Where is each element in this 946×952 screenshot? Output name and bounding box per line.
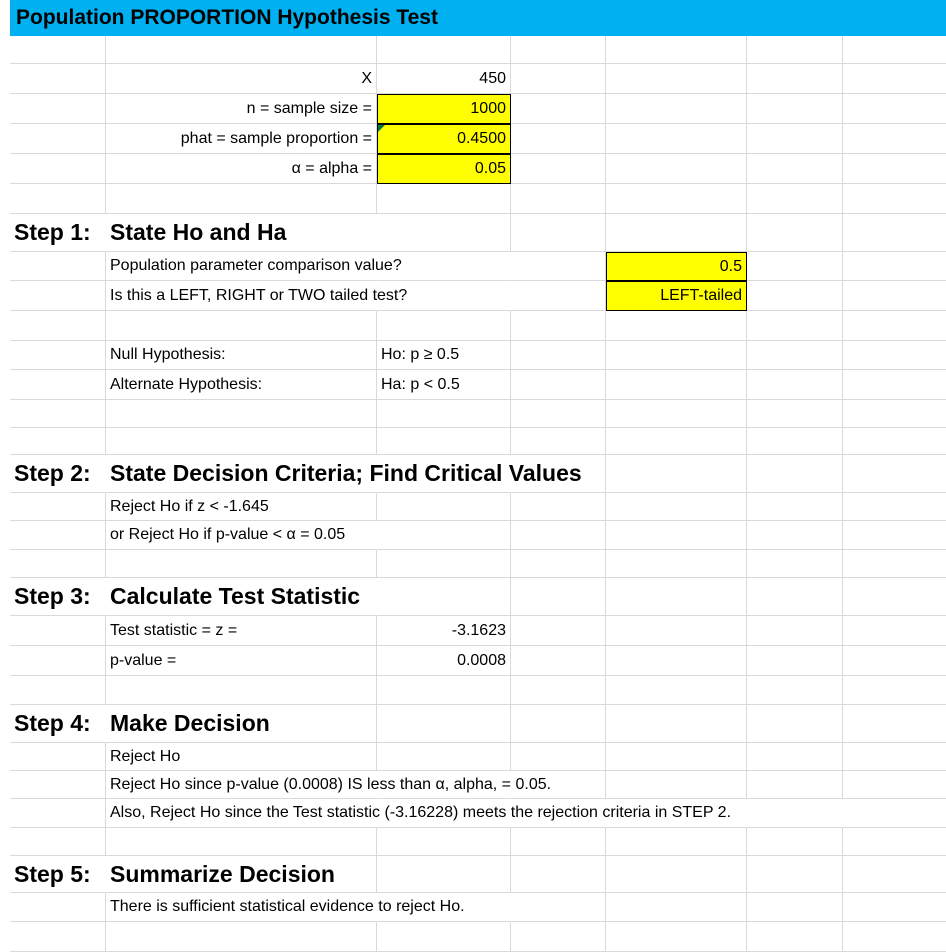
- row-comparison-value: [0, 252, 946, 281]
- empty-cell[interactable]: [843, 214, 946, 252]
- empty-cell[interactable]: [377, 521, 511, 550]
- empty-cell[interactable]: [511, 36, 606, 64]
- empty-cell[interactable]: [843, 311, 946, 341]
- empty-cell[interactable]: [10, 311, 106, 341]
- empty-cell[interactable]: [843, 743, 946, 771]
- empty-cell[interactable]: [377, 311, 511, 341]
- empty-cell[interactable]: [606, 455, 747, 493]
- empty-cell[interactable]: [747, 799, 843, 828]
- empty-cell[interactable]: [511, 94, 606, 124]
- empty-cell[interactable]: [511, 856, 606, 893]
- empty-cell[interactable]: [106, 550, 377, 578]
- empty-cell[interactable]: [511, 455, 606, 493]
- row-step2-line2: [0, 521, 946, 550]
- empty-cell[interactable]: [10, 64, 106, 94]
- empty-cell[interactable]: [106, 676, 377, 705]
- empty-cell[interactable]: [843, 705, 946, 743]
- empty-cell[interactable]: [10, 676, 106, 705]
- empty-cell[interactable]: [10, 428, 106, 455]
- null-hypothesis-value[interactable]: Ho: p ≥ 0.5: [377, 341, 511, 370]
- row-blank-8: [0, 828, 946, 856]
- empty-cell[interactable]: [843, 799, 946, 828]
- empty-cell[interactable]: [606, 616, 747, 646]
- empty-cell[interactable]: [606, 578, 747, 616]
- empty-cell[interactable]: [377, 705, 511, 743]
- empty-cell[interactable]: [843, 676, 946, 705]
- empty-cell[interactable]: [511, 893, 606, 922]
- empty-cell[interactable]: [606, 521, 747, 550]
- empty-cell[interactable]: [10, 799, 106, 828]
- step1-number[interactable]: Step 1:: [10, 214, 106, 252]
- p-value-label[interactable]: p-value =: [106, 646, 377, 676]
- row-alpha: [0, 154, 946, 184]
- empty-cell[interactable]: [747, 646, 843, 676]
- empty-cell[interactable]: [377, 856, 511, 893]
- empty-cell[interactable]: [10, 370, 106, 400]
- phat-label[interactable]: phat = sample proportion =: [106, 124, 377, 154]
- empty-cell[interactable]: [10, 743, 106, 771]
- empty-cell[interactable]: [377, 771, 511, 799]
- pvalue-criterion-text[interactable]: or Reject Ho if p-value < α = 0.05: [106, 521, 377, 550]
- empty-cell[interactable]: [511, 154, 606, 184]
- row-test-statistic: [0, 616, 946, 646]
- empty-cell[interactable]: [511, 252, 606, 281]
- empty-cell[interactable]: [843, 184, 946, 214]
- empty-cell[interactable]: [843, 828, 946, 856]
- empty-cell[interactable]: [747, 493, 843, 521]
- empty-cell[interactable]: [10, 124, 106, 154]
- decision-pvalue-text[interactable]: Reject Ho since p-value (0.0008) IS less than α, alpha, = 0.05.: [106, 771, 377, 799]
- row-step4-line3: [0, 799, 946, 828]
- empty-cell[interactable]: [843, 455, 946, 493]
- empty-cell[interactable]: [606, 550, 747, 578]
- empty-cell[interactable]: [606, 828, 747, 856]
- empty-cell[interactable]: [106, 400, 377, 428]
- row-x: [0, 64, 946, 94]
- sheet-title[interactable]: Population PROPORTION Hypothesis Test: [10, 0, 946, 36]
- empty-cell[interactable]: [843, 578, 946, 616]
- row-step1-heading: [0, 214, 946, 252]
- empty-cell[interactable]: [377, 252, 511, 281]
- empty-cell[interactable]: [377, 281, 511, 311]
- step2-number[interactable]: Step 2:: [10, 455, 106, 493]
- empty-cell[interactable]: [606, 184, 747, 214]
- empty-cell[interactable]: [843, 400, 946, 428]
- empty-cell[interactable]: [843, 493, 946, 521]
- row-step2-heading: [0, 455, 946, 493]
- empty-cell[interactable]: [606, 799, 747, 828]
- p-value-value[interactable]: 0.0008: [377, 646, 511, 676]
- empty-cell[interactable]: [606, 124, 747, 154]
- empty-cell[interactable]: [511, 370, 606, 400]
- empty-cell[interactable]: [843, 428, 946, 455]
- empty-cell[interactable]: [511, 428, 606, 455]
- empty-cell[interactable]: [843, 771, 946, 799]
- row-step5-line1: [0, 893, 946, 922]
- empty-cell[interactable]: [10, 94, 106, 124]
- step1-heading[interactable]: State Ho and Ha: [106, 214, 377, 252]
- empty-cell[interactable]: [747, 705, 843, 743]
- empty-cell[interactable]: [106, 36, 377, 64]
- alt-hypothesis-value[interactable]: Ha: p < 0.5: [377, 370, 511, 400]
- empty-cell[interactable]: [511, 550, 606, 578]
- empty-cell[interactable]: [606, 893, 747, 922]
- empty-cell[interactable]: [843, 252, 946, 281]
- row-blank-1: [0, 36, 946, 64]
- empty-cell[interactable]: [606, 64, 747, 94]
- empty-cell[interactable]: [606, 311, 747, 341]
- empty-cell[interactable]: [747, 124, 843, 154]
- row-step5-heading: [0, 856, 946, 893]
- empty-cell[interactable]: [377, 799, 511, 828]
- empty-cell[interactable]: [606, 771, 747, 799]
- empty-cell[interactable]: [606, 743, 747, 771]
- empty-cell[interactable]: [747, 311, 843, 341]
- empty-cell[interactable]: [606, 493, 747, 521]
- empty-cell[interactable]: [511, 184, 606, 214]
- empty-cell[interactable]: [511, 922, 606, 952]
- empty-cell[interactable]: [511, 124, 606, 154]
- empty-cell[interactable]: [511, 521, 606, 550]
- empty-cell[interactable]: [606, 154, 747, 184]
- step4-number[interactable]: Step 4:: [10, 705, 106, 743]
- empty-cell[interactable]: [747, 341, 843, 370]
- empty-cell[interactable]: [377, 184, 511, 214]
- decision-text[interactable]: Reject Ho: [106, 743, 377, 771]
- empty-cell[interactable]: [511, 64, 606, 94]
- empty-cell[interactable]: [377, 676, 511, 705]
- empty-cell[interactable]: [10, 493, 106, 521]
- empty-cell[interactable]: [747, 893, 843, 922]
- empty-cell[interactable]: [747, 64, 843, 94]
- empty-cell[interactable]: [106, 922, 377, 952]
- row-step3-heading: [0, 578, 946, 616]
- empty-cell[interactable]: [843, 94, 946, 124]
- row-step2-line1: [0, 493, 946, 521]
- empty-cell[interactable]: [843, 550, 946, 578]
- row-n: [0, 94, 946, 124]
- empty-cell[interactable]: [606, 428, 747, 455]
- empty-cell[interactable]: [511, 214, 606, 252]
- empty-cell[interactable]: [511, 616, 606, 646]
- empty-cell[interactable]: [10, 646, 106, 676]
- empty-cell[interactable]: [511, 281, 606, 311]
- empty-cell[interactable]: [606, 922, 747, 952]
- empty-cell[interactable]: [747, 94, 843, 124]
- step3-heading[interactable]: Calculate Test Statistic: [106, 578, 377, 616]
- step5-heading[interactable]: Summarize Decision: [106, 856, 377, 893]
- row-p-value: [0, 646, 946, 676]
- empty-cell[interactable]: [511, 311, 606, 341]
- empty-cell[interactable]: [377, 428, 511, 455]
- row-blank-5: [0, 428, 946, 455]
- empty-cell[interactable]: [606, 400, 747, 428]
- empty-cell[interactable]: [10, 400, 106, 428]
- empty-cell[interactable]: [843, 521, 946, 550]
- empty-cell[interactable]: [10, 922, 106, 952]
- comparison-value-cell[interactable]: 0.5: [606, 252, 747, 281]
- empty-cell[interactable]: [106, 184, 377, 214]
- empty-cell[interactable]: [377, 550, 511, 578]
- empty-cell[interactable]: [843, 64, 946, 94]
- empty-cell[interactable]: [843, 370, 946, 400]
- x-label[interactable]: X: [106, 64, 377, 94]
- empty-cell[interactable]: [747, 578, 843, 616]
- empty-cell[interactable]: [10, 36, 106, 64]
- empty-cell[interactable]: [606, 676, 747, 705]
- empty-cell[interactable]: [843, 616, 946, 646]
- empty-cell[interactable]: [511, 493, 606, 521]
- empty-cell[interactable]: [747, 400, 843, 428]
- alt-hypothesis-label[interactable]: Alternate Hypothesis:: [106, 370, 377, 400]
- empty-cell[interactable]: [747, 550, 843, 578]
- n-value-cell[interactable]: 1000: [377, 94, 511, 124]
- empty-cell[interactable]: [747, 184, 843, 214]
- empty-cell[interactable]: [843, 281, 946, 311]
- empty-cell[interactable]: [377, 578, 511, 616]
- alpha-label[interactable]: α = alpha =: [106, 154, 377, 184]
- empty-cell[interactable]: [511, 400, 606, 428]
- empty-cell[interactable]: [606, 370, 747, 400]
- empty-cell[interactable]: [10, 771, 106, 799]
- empty-cell[interactable]: [606, 856, 747, 893]
- tail-type-cell[interactable]: LEFT-tailed: [606, 281, 747, 311]
- empty-cell[interactable]: [747, 676, 843, 705]
- null-hypothesis-label[interactable]: Null Hypothesis:: [106, 341, 377, 370]
- empty-cell[interactable]: [511, 578, 606, 616]
- empty-cell[interactable]: [606, 646, 747, 676]
- empty-cell[interactable]: [606, 705, 747, 743]
- empty-cell[interactable]: [377, 828, 511, 856]
- empty-cell[interactable]: [843, 341, 946, 370]
- comparison-value-label[interactable]: Population parameter comparison value?: [106, 252, 377, 281]
- empty-cell[interactable]: [377, 36, 511, 64]
- empty-cell[interactable]: [511, 646, 606, 676]
- row-blank-9: [0, 922, 946, 952]
- empty-cell[interactable]: [511, 771, 606, 799]
- row-blank-3: [0, 311, 946, 341]
- empty-cell[interactable]: [377, 743, 511, 771]
- step5-number[interactable]: Step 5:: [10, 856, 106, 893]
- tail-type-label[interactable]: Is this a LEFT, RIGHT or TWO tailed test?: [106, 281, 377, 311]
- step3-number[interactable]: Step 3:: [10, 578, 106, 616]
- empty-cell[interactable]: [10, 184, 106, 214]
- empty-cell[interactable]: [377, 455, 511, 493]
- phat-value-cell[interactable]: 0.4500: [377, 124, 511, 154]
- empty-cell[interactable]: [747, 370, 843, 400]
- decision-teststat-text[interactable]: Also, Reject Ho since the Test statistic (-3.16228) meets the rejection criteria in STEP 2.: [106, 799, 377, 828]
- row-tail-type: [0, 281, 946, 311]
- empty-cell[interactable]: [377, 400, 511, 428]
- row-phat: [0, 124, 946, 154]
- empty-cell[interactable]: [606, 341, 747, 370]
- empty-cell[interactable]: [747, 36, 843, 64]
- alpha-value-cell[interactable]: 0.05: [377, 154, 511, 184]
- empty-cell[interactable]: [10, 281, 106, 311]
- row-step4-heading: [0, 705, 946, 743]
- empty-cell[interactable]: [747, 828, 843, 856]
- test-statistic-label[interactable]: Test statistic = z =: [106, 616, 377, 646]
- empty-cell[interactable]: [10, 893, 106, 922]
- empty-cell[interactable]: [606, 36, 747, 64]
- empty-cell[interactable]: [747, 428, 843, 455]
- empty-cell[interactable]: [10, 828, 106, 856]
- empty-cell[interactable]: [747, 281, 843, 311]
- test-statistic-value[interactable]: -3.1623: [377, 616, 511, 646]
- step2-heading[interactable]: State Decision Criteria; Find Critical Values: [106, 455, 377, 493]
- empty-cell[interactable]: [843, 646, 946, 676]
- empty-cell[interactable]: [843, 124, 946, 154]
- empty-cell[interactable]: [10, 154, 106, 184]
- row-null-hypothesis: [0, 341, 946, 370]
- empty-cell[interactable]: [106, 828, 377, 856]
- empty-cell[interactable]: [843, 893, 946, 922]
- empty-cell[interactable]: [747, 856, 843, 893]
- row-blank-4: [0, 400, 946, 428]
- empty-cell[interactable]: [747, 455, 843, 493]
- empty-cell[interactable]: [747, 154, 843, 184]
- empty-cell[interactable]: [511, 799, 606, 828]
- empty-cell[interactable]: [843, 154, 946, 184]
- empty-cell[interactable]: [10, 616, 106, 646]
- row-blank-2: [0, 184, 946, 214]
- empty-cell[interactable]: [747, 771, 843, 799]
- empty-cell[interactable]: [843, 856, 946, 893]
- empty-cell[interactable]: [747, 922, 843, 952]
- empty-cell[interactable]: [377, 893, 511, 922]
- empty-cell[interactable]: [747, 743, 843, 771]
- empty-cell[interactable]: [511, 828, 606, 856]
- empty-cell[interactable]: [511, 743, 606, 771]
- summary-text[interactable]: There is sufficient statistical evidence to reject Ho.: [106, 893, 377, 922]
- empty-cell[interactable]: [843, 36, 946, 64]
- row-step4-line1: [0, 743, 946, 771]
- empty-cell[interactable]: [377, 493, 511, 521]
- empty-cell[interactable]: [377, 214, 511, 252]
- empty-cell[interactable]: [10, 521, 106, 550]
- empty-cell[interactable]: [106, 428, 377, 455]
- row-blank-6: [0, 550, 946, 578]
- empty-cell[interactable]: [606, 214, 747, 252]
- empty-cell[interactable]: [377, 922, 511, 952]
- empty-cell[interactable]: [511, 705, 606, 743]
- empty-cell[interactable]: [843, 922, 946, 952]
- empty-cell[interactable]: [606, 94, 747, 124]
- empty-cell[interactable]: [747, 616, 843, 646]
- critical-value-text[interactable]: Reject Ho if z < -1.645: [106, 493, 377, 521]
- empty-cell[interactable]: [511, 676, 606, 705]
- empty-cell[interactable]: [747, 252, 843, 281]
- row-blank-7: [0, 676, 946, 705]
- empty-cell[interactable]: [747, 521, 843, 550]
- empty-cell[interactable]: [10, 252, 106, 281]
- row-step4-line2: [0, 771, 946, 799]
- empty-cell[interactable]: [10, 341, 106, 370]
- empty-cell[interactable]: [10, 550, 106, 578]
- row-alt-hypothesis: [0, 370, 946, 400]
- step4-heading[interactable]: Make Decision: [106, 705, 377, 743]
- empty-cell[interactable]: [511, 341, 606, 370]
- formula-indicator-icon: [378, 125, 385, 132]
- empty-cell[interactable]: [106, 311, 377, 341]
- empty-cell[interactable]: [747, 214, 843, 252]
- n-label[interactable]: n = sample size =: [106, 94, 377, 124]
- x-value-cell[interactable]: 450: [377, 64, 511, 94]
